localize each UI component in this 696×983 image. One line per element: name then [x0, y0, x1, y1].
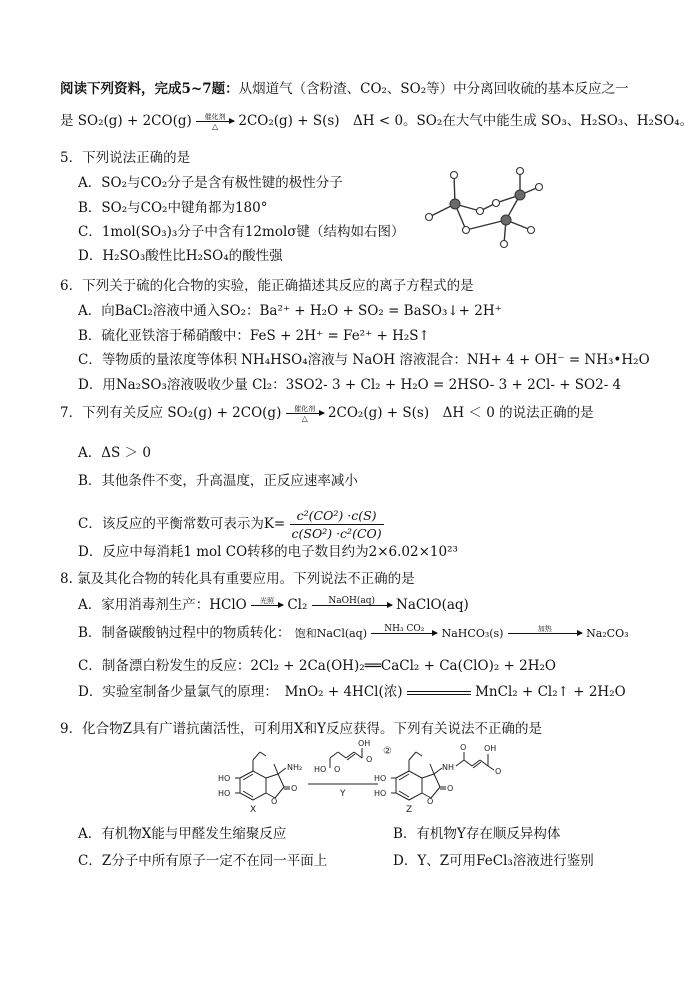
q7-catalyst-label: 催化剂 — [294, 404, 316, 413]
intro-text-2a: 是 SO₂(g) + 2CO(g) — [60, 113, 192, 129]
q8-b-start: 饱和NaCl(aq) — [294, 627, 368, 640]
x-compound-label: X — [250, 805, 257, 815]
x-o-carbonyl-label: O — [291, 784, 298, 793]
q8-b-mid: NaHCO₃(s) — [441, 627, 504, 640]
q8-option-a — [78, 596, 469, 615]
q9-stem: 9．化合物Z具有广谱抗菌活性，可利用X和Y反应获得。下列有关说法不正确的是 — [60, 721, 542, 737]
intro-text-1: 从烟道气（含粉渣、CO₂、SO₂等）中分离回收硫的基本反应之一 — [238, 81, 629, 97]
reaction-scheme-image — [210, 740, 530, 820]
intro-text-2b: 2CO₂(g) + S(s) ΔH < 0。SO₂在大气中能生成 SO₃、H₂SO₃、H₂SO₄。 — [238, 113, 694, 129]
q9-option-a: A．有机物X能与甲醛发生缩聚反应 — [78, 826, 287, 842]
x-ho-label-1: HO — [218, 774, 231, 783]
y-compound-label: Y — [340, 789, 346, 799]
q8-b-cond-1: NH₃ CO₂ — [384, 623, 425, 634]
so3-trimer-structure-image — [418, 160, 558, 256]
q7-heat-label: △ — [301, 413, 308, 423]
q7-option-b: B．其他条件不变，升高温度，正反应速率减小 — [78, 473, 358, 489]
z-o-carbonyl-label: O — [447, 784, 454, 793]
reagent-circle-two: ② — [383, 746, 392, 757]
z-compound-label: Z — [406, 805, 413, 815]
z-ho-label-1: HO — [374, 774, 387, 783]
q8-option-d — [78, 683, 626, 701]
z-o-acid-label: O — [495, 767, 502, 776]
q7-stem-b: 2CO₂(g) + S(s) ΔH ＜ 0 的说法正确的是 — [327, 405, 594, 421]
q6-option-a: A．向BaCl₂溶液中通入SO₂：Ba²⁺ + H₂O + SO₂ = BaSO₃↓+ 2H⁺ — [78, 303, 502, 319]
q5-stem: 5．下列说法正确的是 — [60, 150, 191, 166]
q7-option-c-text: C．该反应的平衡常数可表示为K= — [78, 516, 286, 532]
q6-option-c: C．等物质的量浓度等体积 NH₄HSO₄溶液与 NaOH 溶液混合：NH+ 4 + OH⁻ = NH₃•H₂O — [78, 352, 650, 368]
q9-option-d: D．Y、Z可用FeCl₃溶液进行鉴别 — [393, 853, 594, 869]
q8-d-end: MnCl₂ + Cl₂↑ + 2H₂O — [475, 684, 626, 700]
y-ho-label: HO — [314, 765, 327, 774]
q8-option-c: C．制备漂白粉发生的反应：2Cl₂ + 2Ca(OH)₂══CaCl₂ + Ca(ClO)₂ + 2H₂O — [78, 658, 556, 674]
x-o-ring-label: O — [271, 797, 278, 806]
y-o-label-2: O — [366, 755, 373, 764]
q8-a-cond-1: 光照 — [260, 596, 275, 605]
q7-option-c — [78, 506, 384, 542]
heat-label: △ — [211, 121, 219, 131]
q7-stem — [60, 404, 594, 423]
q8-a-pre: A．家用消毒剂生产：HClO — [78, 597, 247, 613]
q8-b-end: Na₂CO₃ — [586, 627, 629, 640]
q6-option-d: D．用Na₂SO₃溶液吸收少量 Cl₂：3SO2- 3 + Cl₂ + H₂O = 2HSO- 3 + 2Cl- + SO2- 4 — [78, 377, 622, 393]
q5-option-b: B．SO₂与CO₂中键角都为180° — [78, 200, 268, 216]
z-ho-label-2: HO — [374, 789, 387, 798]
q6-stem: 6．下列关于硫的化合物的实验，能正确描述其反应的离子方程式的是 — [60, 278, 474, 294]
reaction-arrow — [196, 113, 234, 131]
q8-a-mid: Cl₂ — [287, 597, 308, 613]
fraction-denominator: c(SO²) ·c²(CO) — [291, 526, 382, 541]
q8-stem: 8. 氯及其化合物的转化具有重要应用。下列说法不正确的是 — [60, 571, 415, 587]
z-oh-label: OH — [484, 744, 497, 753]
catalyst-label: 催化剂 — [204, 112, 226, 121]
z-o-ring-label: O — [427, 797, 434, 806]
q7-option-a: A．ΔS ＞ 0 — [78, 445, 151, 461]
x-ho-label-2: HO — [218, 789, 231, 798]
y-oh-label: OH — [358, 740, 371, 748]
x-nh2-label: NH₂ — [287, 763, 303, 772]
q8-a-cond-2: NaOH(aq) — [328, 595, 376, 606]
q9-option-b: B．有机物Y存在顺反异构体 — [393, 826, 561, 842]
q6-option-b: B．硫化亚铁溶于稀硝酸中：FeS + 2H⁺ = Fe²⁺ + H₂S↑ — [78, 328, 430, 344]
q9-option-c: C．Z分子中所有原子一定不在同一平面上 — [78, 853, 328, 869]
q5-option-c: C．1mol(SO₃)₃分子中含有12molσ键（结构如右图） — [78, 224, 405, 240]
q7-stem-a: 7．下列有关反应 SO₂(g) + 2CO(g) — [60, 405, 282, 421]
q8-a-end: NaClO(aq) — [396, 597, 469, 613]
q8-b-arrow-1 — [371, 625, 437, 643]
q8-option-b — [78, 624, 629, 643]
q8-a-arrow-2 — [312, 597, 392, 615]
equilibrium-constant-fraction — [290, 507, 384, 542]
q8-b-arrow-2 — [508, 625, 582, 643]
equals-heat-sign — [407, 691, 471, 695]
q5-option-a: A．SO₂与CO₂分子是含有极性键的极性分子 — [78, 175, 343, 191]
q8-b-pre: B．制备碳酸钠过程中的物质转化： — [78, 625, 291, 641]
q8-d-pre: D．实验室制备少量氯气的原理： MnO₂ + 4HCl(浓) — [78, 684, 403, 700]
q8-b-cond-2: 加热 — [537, 624, 552, 633]
y-o-label-1: O — [334, 765, 341, 774]
fraction-numerator: c²(CO²) ·c(S) — [290, 507, 384, 525]
q7-reaction-arrow — [286, 405, 324, 423]
z-o-amide-label: O — [460, 743, 467, 752]
intro-lead: 阅读下列资料，完成5~7题： — [60, 81, 239, 97]
z-nh-label: NH — [442, 763, 454, 772]
intro-line-1 — [60, 80, 629, 98]
intro-line-2 — [60, 112, 693, 131]
q8-a-arrow-1 — [251, 597, 283, 615]
q5-option-d: D．H₂SO₃酸性比H₂SO₄的酸性强 — [78, 248, 283, 264]
q7-option-d: D．反应中每消耗1 mol CO转移的电子数目约为2×6.02×10²³ — [78, 544, 458, 560]
